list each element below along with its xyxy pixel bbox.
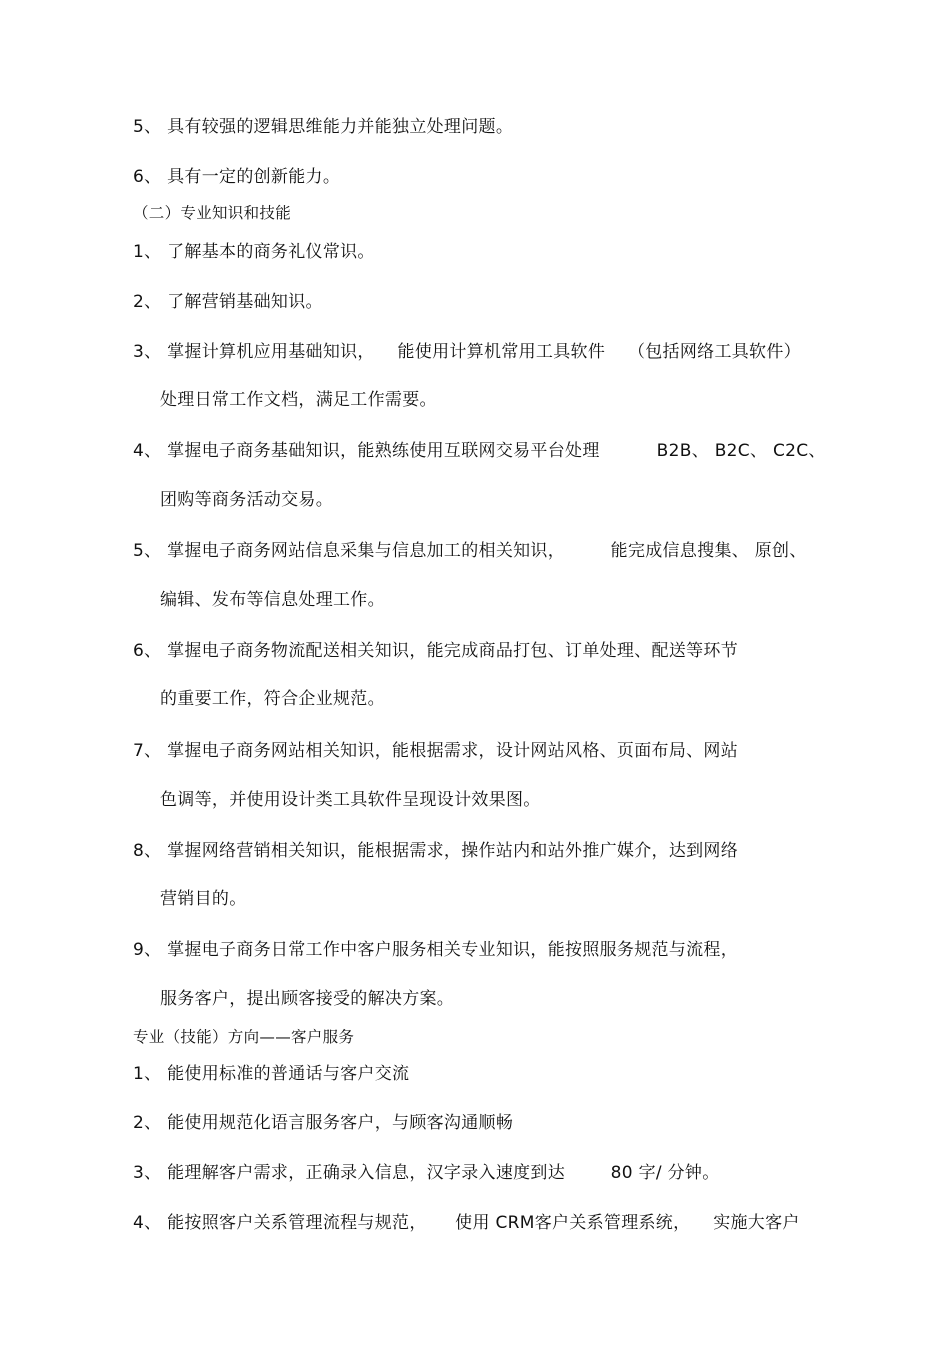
list-item: 2、 能使用规范化语言服务客户，与顾客沟通顺畅: [133, 1113, 514, 1133]
list-item-continuation: 编辑、发布等信息处理工作。: [160, 590, 385, 610]
list-item-continuation: 团购等商务活动交易。: [160, 490, 333, 510]
list-item-continuation: 处理日常工作文档，满足工作需要。: [160, 390, 437, 410]
list-item: 1、 能使用标准的普通话与客户交流: [133, 1064, 410, 1084]
list-item: 7、 掌握电子商务网站相关知识，能根据需求，设计网站风格、页面布局、网站: [133, 741, 739, 761]
list-item: 6、 掌握电子商务物流配送相关知识，能完成商品打包、订单处理、配送等环节: [133, 641, 739, 661]
list-item: 1、 了解基本的商务礼仪常识。: [133, 242, 375, 262]
list-item: 5、 具有较强的逻辑思维能力并能独立处理问题。: [133, 117, 514, 137]
list-item-continuation: 的重要工作，符合企业规范。: [160, 689, 385, 709]
list-item-continuation: 营销目的。: [160, 889, 247, 909]
list-item-continuation: 服务客户，提出顾客接受的解决方案。: [160, 989, 455, 1009]
list-item: 6、 具有一定的创新能力。: [133, 167, 341, 187]
section-heading: 专业（技能）方向——客户服务: [133, 1028, 355, 1046]
list-item: 8、 掌握网络营销相关知识，能根据需求，操作站内和站外推广媒介，达到网络: [133, 841, 739, 861]
list-item: 9、 掌握电子商务日常工作中客户服务相关专业知识，能按照服务规范与流程，: [133, 940, 739, 960]
list-item: 4、 掌握电子商务基础知识，能熟练使用互联网交易平台处理 B2B、 B2C、 C2C、: [133, 441, 826, 461]
list-item-continuation: 色调等，并使用设计类工具软件呈现设计效果图。: [160, 790, 541, 810]
list-item: 4、 能按照客户关系管理流程与规范， 使用 CRM客户关系管理系统， 实施大客户: [133, 1213, 800, 1233]
list-item: 5、 掌握电子商务网站信息采集与信息加工的相关知识， 能完成信息搜集、 原创、: [133, 541, 807, 561]
section-heading: （二）专业知识和技能: [133, 204, 292, 222]
list-item: 3、 能理解客户需求，正确录入信息，汉字录入速度到达 80 字/ 分钟。: [133, 1163, 720, 1183]
list-item: 3、 掌握计算机应用基础知识， 能使用计算机常用工具软件 （包括网络工具软件）: [133, 342, 801, 362]
list-item: 2、 了解营销基础知识。: [133, 292, 323, 312]
